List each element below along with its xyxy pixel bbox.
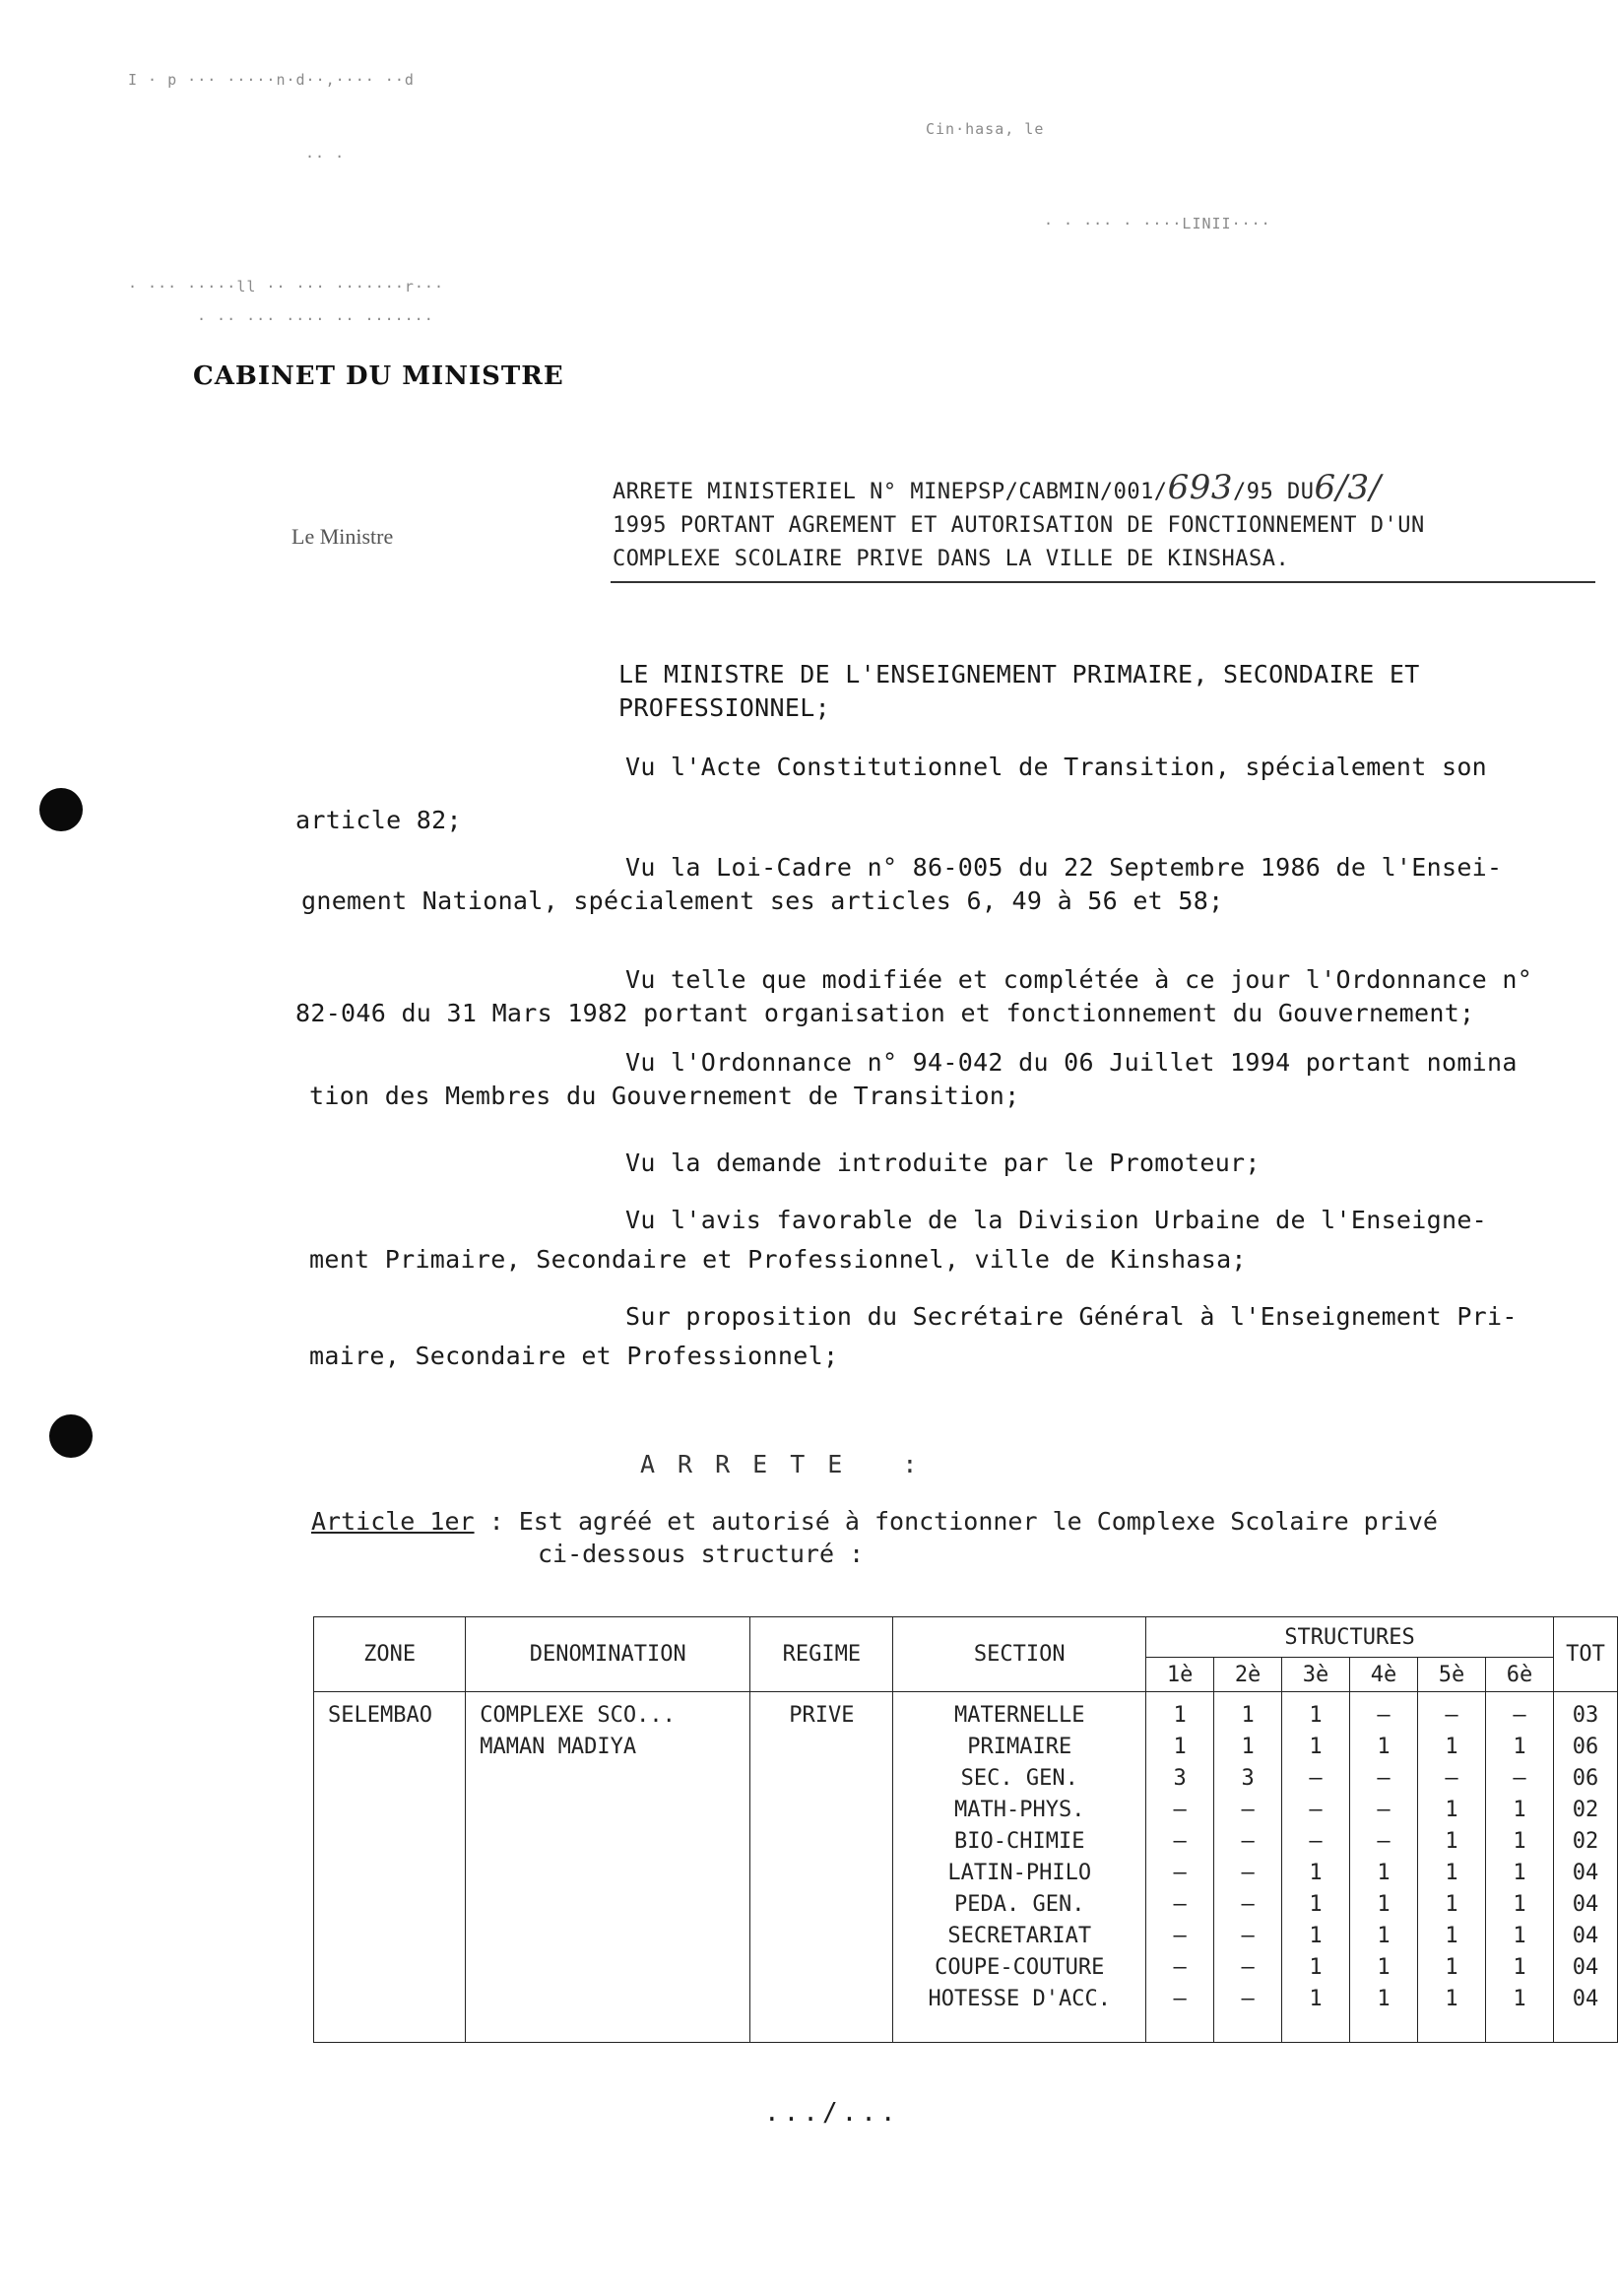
class-count: – xyxy=(1173,1829,1187,1854)
class-count: – xyxy=(1173,1924,1187,1948)
section-total: 04 xyxy=(1572,1924,1599,1948)
sur-proposition: Sur proposition du Secrétaire Général à l'Enseignement Pri- maire, Secondaire et Professionnel; xyxy=(309,1302,1518,1370)
left-label-ministre: Le Ministre xyxy=(291,524,394,549)
class-count: – xyxy=(1241,1892,1255,1917)
class-count: 1 xyxy=(1241,1703,1255,1728)
class-count: 1 xyxy=(1377,1955,1391,1980)
class-count: – xyxy=(1377,1703,1391,1728)
cell-class-2 xyxy=(1214,1692,1282,2043)
class-count: – xyxy=(1377,1829,1391,1854)
punch-hole-bottom xyxy=(49,1414,93,1458)
class-count: 1 xyxy=(1377,1735,1391,1759)
class-count: 1 xyxy=(1377,1924,1391,1948)
vu-demande: Vu la demande introduite par le Promoteur; xyxy=(625,1148,1261,1177)
header-regime: REGIME xyxy=(750,1617,893,1692)
class-count: – xyxy=(1309,1766,1323,1791)
cell-class-6 xyxy=(1486,1692,1554,2043)
class-count: – xyxy=(1173,1861,1187,1885)
vu-avis: Vu l'avis favorable de la Division Urbaine de l'Enseigne- ment Primaire, Secondaire et Professionnel, ville de Kinshasa; xyxy=(309,1206,1488,1274)
class-count: 1 xyxy=(1377,1987,1391,2011)
class-count: 1 xyxy=(1309,1955,1323,1980)
section-total: 02 xyxy=(1572,1798,1599,1822)
header-class-1: 1è xyxy=(1146,1658,1214,1692)
class-count: 1 xyxy=(1445,1829,1458,1854)
class-count: 1 xyxy=(1309,1987,1323,2011)
class-count: – xyxy=(1241,1829,1255,1854)
section-name: SEC. GEN. xyxy=(960,1766,1078,1791)
class-count: – xyxy=(1173,1798,1187,1822)
class-count: – xyxy=(1173,1987,1187,2011)
header-class-5: 5è xyxy=(1418,1658,1486,1692)
section-name: MATERNELLE xyxy=(954,1703,1085,1728)
header-faint-right-2: · · ··· · ····LINII···· xyxy=(1044,215,1271,232)
vu-ordonnance-94: Vu l'Ordonnance n° 94-042 du 06 Juillet 1994 portant nomina tion des Membres du Gouvernement de Transition; xyxy=(309,1048,1518,1110)
section-name: MATH-PHYS. xyxy=(954,1798,1085,1822)
article-1: Article 1er : Est agréé et autorisé à fonctionner le Complexe Scolaire privé ci-dessous structuré : xyxy=(311,1507,1438,1568)
class-count: – xyxy=(1241,1861,1255,1885)
decree-title-line-3: COMPLEXE SCOLAIRE PRIVE DANS LA VILLE DE KINSHASA. xyxy=(613,547,1290,571)
class-count: 1 xyxy=(1513,1892,1526,1917)
section-name: LATIN-PHILO xyxy=(947,1861,1092,1885)
article-1-label: Article 1er xyxy=(311,1507,475,1536)
class-count: 1 xyxy=(1377,1861,1391,1885)
header-class-2: 2è xyxy=(1214,1658,1282,1692)
section-name: SECRETARIAT xyxy=(947,1924,1092,1948)
header-class-6: 6è xyxy=(1486,1658,1554,1692)
section-name: HOTESSE D'ACC. xyxy=(928,1987,1111,2011)
header-denomination: DENOMINATION xyxy=(466,1617,750,1692)
class-count: – xyxy=(1309,1829,1323,1854)
header-faint-line-3: · ··· ·····ll ·· ··· ·······r··· xyxy=(128,278,444,295)
continuation-marker: .../... xyxy=(764,2098,900,2128)
class-count: 1 xyxy=(1445,1987,1458,2011)
class-count: 1 xyxy=(1513,1924,1526,1948)
class-count: – xyxy=(1377,1766,1391,1791)
class-count: 1 xyxy=(1445,1798,1458,1822)
cell-class-1 xyxy=(1146,1692,1214,2043)
class-count: 1 xyxy=(1445,1861,1458,1885)
cell-regime: PRIVE xyxy=(750,1692,893,2043)
class-count: 1 xyxy=(1309,1892,1323,1917)
vu-constitution: Vu l'Acte Constitutionnel de Transition, spécialement son article 82; xyxy=(295,753,1488,834)
class-count: 1 xyxy=(1445,1892,1458,1917)
header-section: SECTION xyxy=(893,1617,1146,1692)
section-total: 04 xyxy=(1572,1955,1599,1980)
class-count: – xyxy=(1241,1987,1255,2011)
decree-date-handwritten: 6/3/ xyxy=(1314,468,1382,507)
header-structures: STRUCTURES xyxy=(1146,1617,1554,1658)
class-count: – xyxy=(1309,1798,1323,1822)
header-faint-line-2: ·· · xyxy=(305,148,346,165)
header-faint-line-1: I · p ··· ·····n·d··,···· ··d xyxy=(128,71,415,89)
section-name: COUPE-COUTURE xyxy=(935,1955,1105,1980)
cell-sections xyxy=(893,1692,1146,2043)
class-count: 1 xyxy=(1173,1703,1187,1728)
decree-number-handwritten: 693 xyxy=(1167,468,1233,507)
header-zone: ZONE xyxy=(314,1617,466,1692)
arrete-heading: ARRETE : xyxy=(640,1450,940,1478)
title-underline xyxy=(611,581,1595,583)
class-count: – xyxy=(1173,1892,1187,1917)
header-tot: TOT xyxy=(1554,1617,1618,1692)
class-count: – xyxy=(1241,1798,1255,1822)
class-count: 1 xyxy=(1445,1955,1458,1980)
class-count: 1 xyxy=(1513,1955,1526,1980)
cell-denomination: COMPLEXE SCO... MAMAN MADIYA xyxy=(466,1692,750,2043)
class-count: 1 xyxy=(1513,1861,1526,1885)
section-name: BIO-CHIMIE xyxy=(954,1829,1085,1854)
class-count: 3 xyxy=(1241,1766,1255,1791)
class-count: 1 xyxy=(1445,1924,1458,1948)
class-count: 1 xyxy=(1377,1892,1391,1917)
class-count: 3 xyxy=(1173,1766,1187,1791)
decree-title-line-1: ARRETE MINISTERIEL N° MINEPSP/CABMIN/001/693/95 DU6/3/ xyxy=(613,468,1382,507)
class-count: – xyxy=(1513,1703,1526,1728)
structures-table xyxy=(313,1616,1618,2043)
vu-ordonnance-82: Vu telle que modifiée et complétée à ce jour l'Ordonnance n° 82-046 du 31 Mars 1982 portant organisation et fonctionnement du Gouvernement; xyxy=(295,965,1533,1027)
decree-title-line-2: 1995 PORTANT AGREMENT ET AUTORISATION DE FONCTIONNEMENT D'UN xyxy=(613,513,1425,538)
punch-hole-top xyxy=(39,788,83,831)
section-total: 04 xyxy=(1572,1987,1599,2011)
vu-loi-cadre: Vu la Loi-Cadre n° 86-005 du 22 Septembre 1986 de l'Ensei- gnement National, spécialement ses articles 6, 49 à 56 et 58; xyxy=(301,853,1503,915)
cell-class-5 xyxy=(1418,1692,1486,2043)
class-count: 1 xyxy=(1309,1861,1323,1885)
cell-totals xyxy=(1554,1692,1618,2043)
class-count: – xyxy=(1173,1955,1187,1980)
cell-zone: SELEMBAO xyxy=(314,1692,466,2043)
table-body-row xyxy=(314,1692,1618,2043)
class-count: – xyxy=(1377,1798,1391,1822)
decree-title xyxy=(613,468,1425,576)
class-count: 1 xyxy=(1513,1829,1526,1854)
class-count: 1 xyxy=(1445,1735,1458,1759)
class-count: 1 xyxy=(1513,1735,1526,1759)
class-count: 1 xyxy=(1309,1735,1323,1759)
class-count: – xyxy=(1513,1766,1526,1791)
section-total: 04 xyxy=(1572,1861,1599,1885)
class-count: 1 xyxy=(1513,1798,1526,1822)
class-count: – xyxy=(1241,1924,1255,1948)
cabinet-heading: CABINET DU MINISTRE xyxy=(193,361,564,391)
class-count: 1 xyxy=(1309,1924,1323,1948)
header-class-4: 4è xyxy=(1350,1658,1418,1692)
header-class-3: 3è xyxy=(1282,1658,1350,1692)
section-name: PEDA. GEN. xyxy=(954,1892,1085,1917)
section-total: 02 xyxy=(1572,1829,1599,1854)
class-count: 1 xyxy=(1173,1735,1187,1759)
class-count: – xyxy=(1445,1766,1458,1791)
cell-class-4 xyxy=(1350,1692,1418,2043)
class-count: 1 xyxy=(1309,1703,1323,1728)
section-name: PRIMAIRE xyxy=(967,1735,1072,1759)
section-total: 06 xyxy=(1572,1735,1599,1759)
header-faint-line-4: · ·· ··· ···· ·· ······· xyxy=(197,310,434,328)
section-total: 04 xyxy=(1572,1892,1599,1917)
section-total: 06 xyxy=(1572,1766,1599,1791)
class-count: 1 xyxy=(1513,1987,1526,2011)
cell-class-3 xyxy=(1282,1692,1350,2043)
header-faint-right-1: Cin·hasa, le xyxy=(926,120,1045,138)
class-count: – xyxy=(1445,1703,1458,1728)
class-count: 1 xyxy=(1241,1735,1255,1759)
minister-heading: LE MINISTRE DE L'ENSEIGNEMENT PRIMAIRE, SECONDAIRE ET PROFESSIONNEL; xyxy=(618,660,1420,722)
class-count: – xyxy=(1241,1955,1255,1980)
section-total: 03 xyxy=(1572,1703,1599,1728)
